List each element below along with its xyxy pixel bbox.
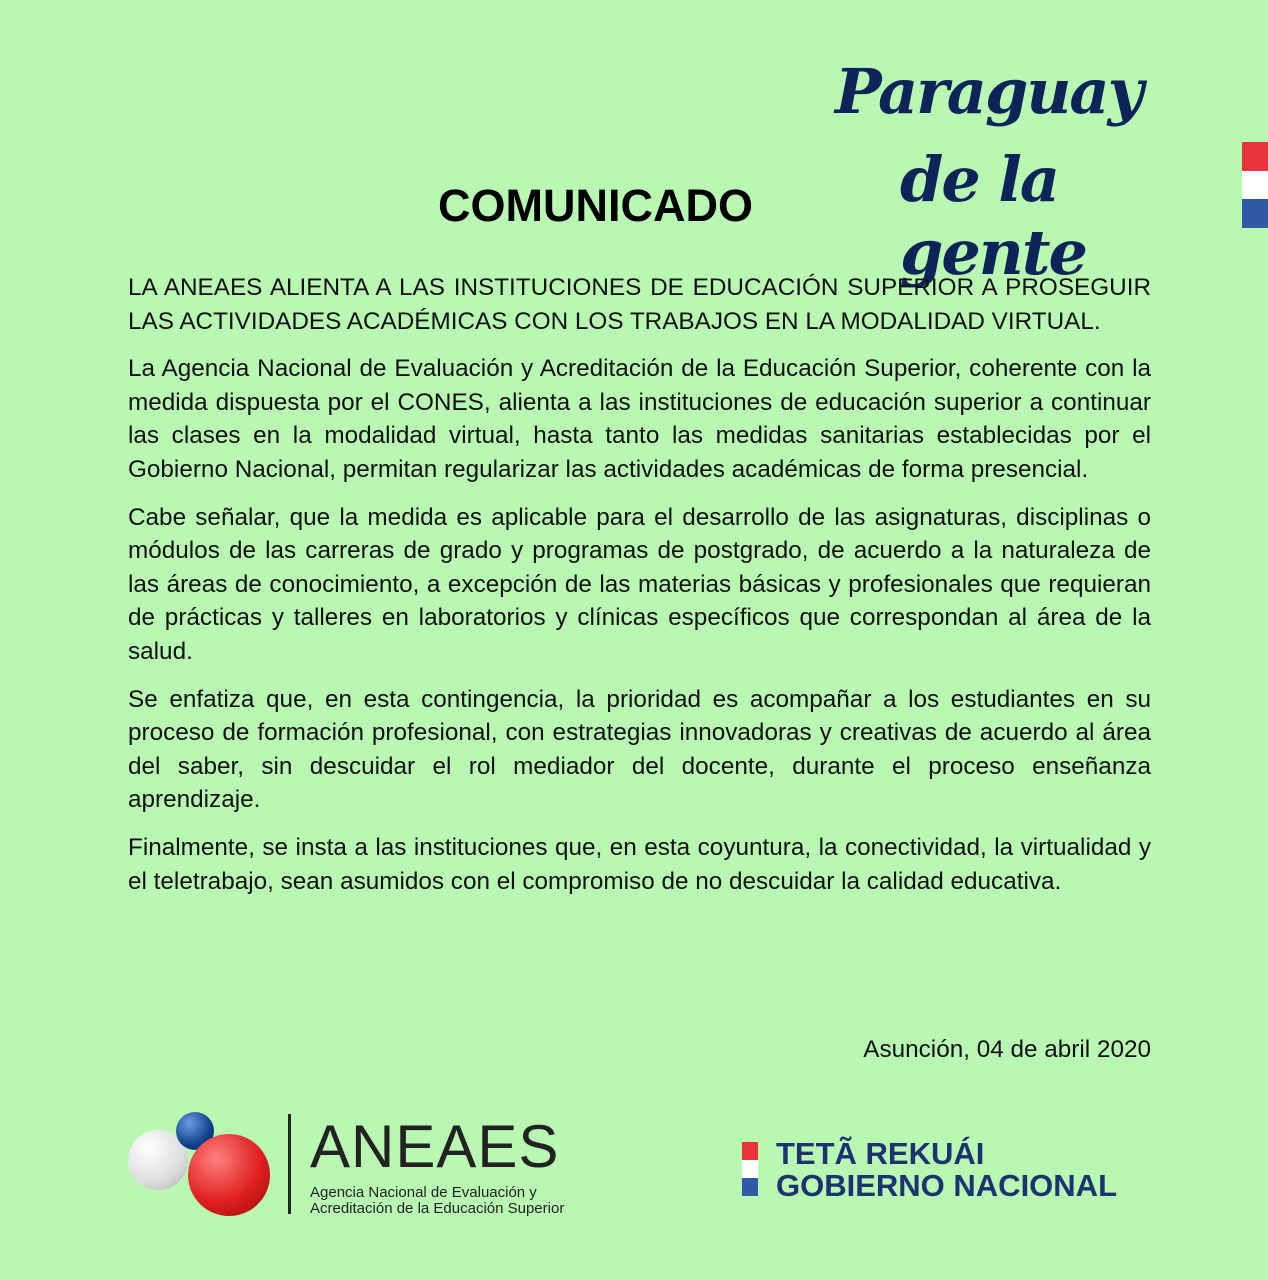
slogan-line-1: Paraguay	[835, 55, 1142, 128]
red-sphere-icon	[188, 1134, 270, 1216]
gobierno-logo-line-1: TETÃ REKUÁI	[776, 1136, 985, 1171]
communique-body	[128, 271, 1151, 912]
paragraph: La Agencia Nacional de Evaluación y Acreditación de la Educación Superior, coherente con la medida dispuesta por el CONES, alienta a las instituciones de educación superior a continuar las clases en la modalidad virtual, hasta tanto las medidas sanitarias establecidas por el Gobierno Nacional, permitan regularizar las actividades académicas de forma presencial.	[128, 355, 1151, 483]
page-title: COMUNICADO	[438, 180, 753, 231]
paragraph: Cabe señalar, que la medida es aplicable para el desarrollo de las asignaturas, disciplinas o módulos de las carreras de grado y programas de postgrado, de acuerdo a la naturaleza de las áreas de conocimiento, a excepción de las materias básicas y profesionales que requieran de prácticas y talleres en laboratorios y clínicas específicos que correspondan al área de la salud.	[128, 503, 1151, 665]
logo-divider	[288, 1114, 291, 1214]
slogan-line-2: de la gente	[900, 143, 1086, 289]
aneaes-logo	[126, 1108, 666, 1228]
aneaes-subtitle	[310, 1185, 564, 1217]
slogan-paraguay-de-la-gente	[835, 55, 1175, 289]
paraguay-flag-icon	[1242, 142, 1268, 228]
paragraph: Finalmente, se insta a las instituciones que, en esta coyuntura, la conectividad, la virtualidad y el teletrabajo, sean asumidos con el compromiso de no descuidar la calidad educativa.	[128, 833, 1151, 895]
gobierno-logo-line-2: GOBIERNO NACIONAL	[776, 1168, 1117, 1203]
paraguay-flag-icon	[742, 1142, 758, 1196]
aneaes-wordmark: ANEAES	[310, 1113, 560, 1180]
headline-paragraph: LA ANEAES ALIENTA A LAS INSTITUCIONES DE EDUCACIÓN SUPERIOR A PROSEGUIR LAS ACTIVIDADES ACADÉMICAS CON LOS TRABAJOS EN LA MODALIDAD VIRTUAL.	[128, 274, 1151, 335]
aneaes-subtitle-line-1: Agencia Nacional de Evaluación y	[310, 1184, 537, 1201]
date-line: Asunción, 04 de abril 2020	[863, 1036, 1151, 1063]
paragraph: Se enfatiza que, en esta contingencia, la prioridad es acompañar a los estudiantes en su proceso de formación profesional, con estrategias innovadoras y creativas de acuerdo al área del saber, sin descuidar el rol mediador del docente, durante el proceso enseñanza aprendizaje.	[128, 685, 1151, 814]
aneaes-subtitle-line-2: Acreditación de la Educación Superior	[310, 1200, 565, 1217]
